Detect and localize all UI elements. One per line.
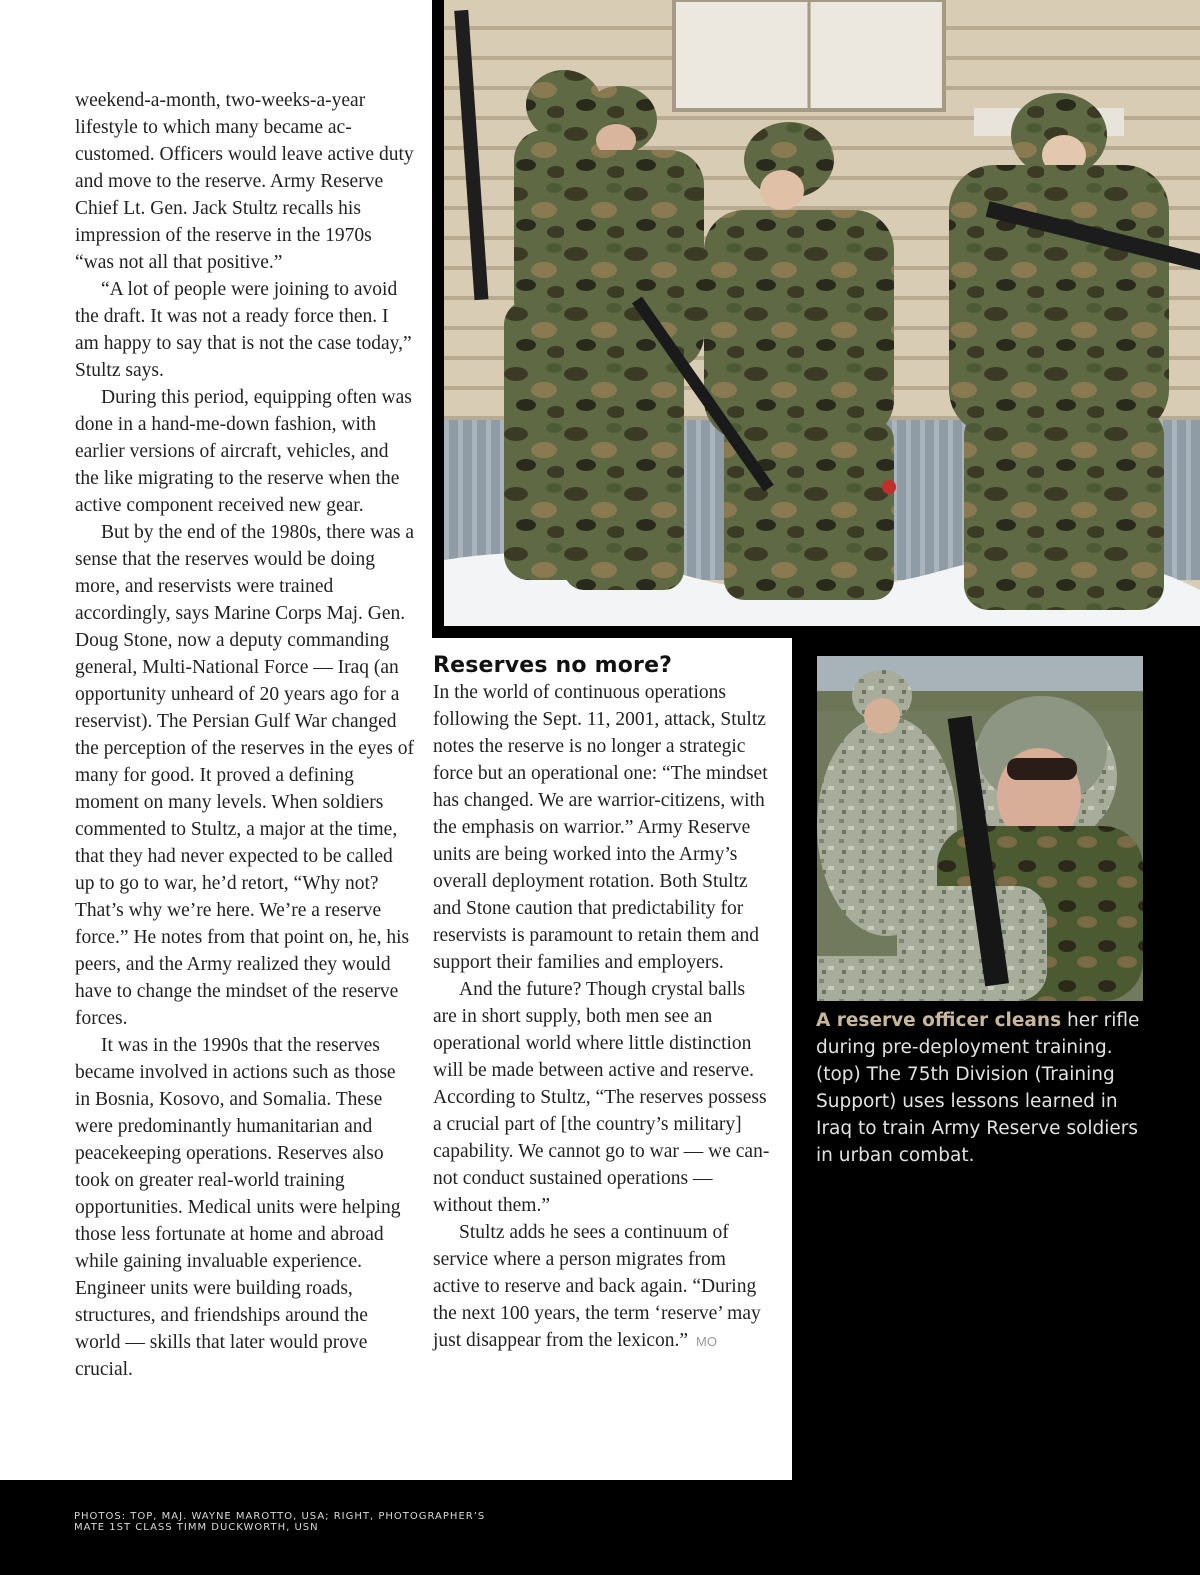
credit-line: PHOTOS: TOP, MAJ. WAYNE MAROTTO, USA; RIGHT, PHOTOGRAPHER’S bbox=[74, 1511, 486, 1522]
paragraph: It was in the 1990s that the reserves became involved in actions such as those in Bosnia, Kosovo, and Somalia. These were predominantly humanitarian and peacekeeping operations. Reserves also took on greater real-world training opportunities. Medical units were helping those less fortunate at home and abroad while gaining invaluable experience. Engineer units were building roads, structures, and friendships around the world — skills that later would prove crucial. bbox=[75, 1035, 401, 1380]
paragraph: In the world of continuous operations following the Sept. 11, 2001, attack, Stultz notes the reserve is no longer a strategic force but an operational one: “The mindset has changed. We are warrior-citizens, with the emphasis on warrior.” Army Reserve units are being worked into the Army’s overall deployment rotation. Both Stultz and Stone caution that predictability for reservists is paramount to retain them and support their families and employers. bbox=[433, 682, 768, 973]
paragraph: During this period, equipping often was done in a hand-me-down fashion, with earlier versions of aircraft, vehicles, and the like migrating to the reserve when the active component received new gear. bbox=[75, 387, 412, 516]
author-signoff: MO bbox=[696, 1334, 717, 1349]
caption-lead: A reserve officer cleans bbox=[816, 1010, 1062, 1031]
photo-credits bbox=[74, 1511, 574, 1533]
paragraph: “A lot of people were joining to avoid the draft. It was not a ready force then. I am happy to say that is not the case today,” Stultz says. bbox=[75, 279, 412, 381]
article-column-1 bbox=[75, 87, 415, 1383]
officer-photo-illustration bbox=[817, 656, 1143, 1001]
photo-caption bbox=[816, 1007, 1156, 1169]
paragraph bbox=[433, 1219, 773, 1355]
article-column-2 bbox=[433, 652, 773, 1355]
right-photo bbox=[817, 656, 1143, 1001]
top-photo bbox=[444, 0, 1200, 626]
soldiers-photo-illustration bbox=[444, 0, 1200, 626]
credit-line: MATE 1ST CLASS TIMM DUCKWORTH, USN bbox=[74, 1522, 319, 1533]
caption-text: her rifle during pre-deployment training. (top) The 75th Division (Training Support) uses lessons learned in Iraq to train Army Reserve soldiers in urban combat. bbox=[816, 1010, 1140, 1166]
paragraph: And the future? Though crystal balls are in short supply, both men see an operational world where little distinction will be made between active and reserve. According to Stultz, “The reserves possess a crucial part of [the country’s military] capability. We cannot go to war — we cannot conduct sustained operations — without them.” bbox=[433, 979, 770, 1216]
section-heading: Reserves no more? bbox=[433, 653, 673, 678]
paragraph: But by the end of the 1980s, there was a sense that the reserves would be doing more, and reservists were trained accordingly, says Marine Corps Maj. Gen. Doug Stone, now a deputy commanding general, Multi-National Force — Iraq (an opportunity unheard of 20 years ago for a reservist). The Persian Gulf War changed the perception of the reserves in the eyes of many for good. It proved a defining moment on many levels. When soldiers commented to Stultz, a major at the time, that they had never expected to be called up to go to war, he’d retort, “Why not? That’s why we’re here. We’re a reserve force.” He notes from that point on, he, his peers, and the Army realized they would have to change the mindset of the reserve forces. bbox=[75, 522, 415, 1029]
paragraph: weekend-a-month, two-weeks-a-year lifestyle to which many became accustomed. Officers would leave active duty and move to the reserve. Army Reserve Chief Lt. Gen. Jack Stultz recalls his impression of the reserve in the 1970s “was not all that positive.” bbox=[75, 90, 414, 273]
paragraph-text: Stultz adds he sees a continuum of service where a person migrates from active to reserve and back again. “During the next 100 years, the term ‘reserve’ may just disappear from the lexicon.” bbox=[433, 1222, 761, 1351]
